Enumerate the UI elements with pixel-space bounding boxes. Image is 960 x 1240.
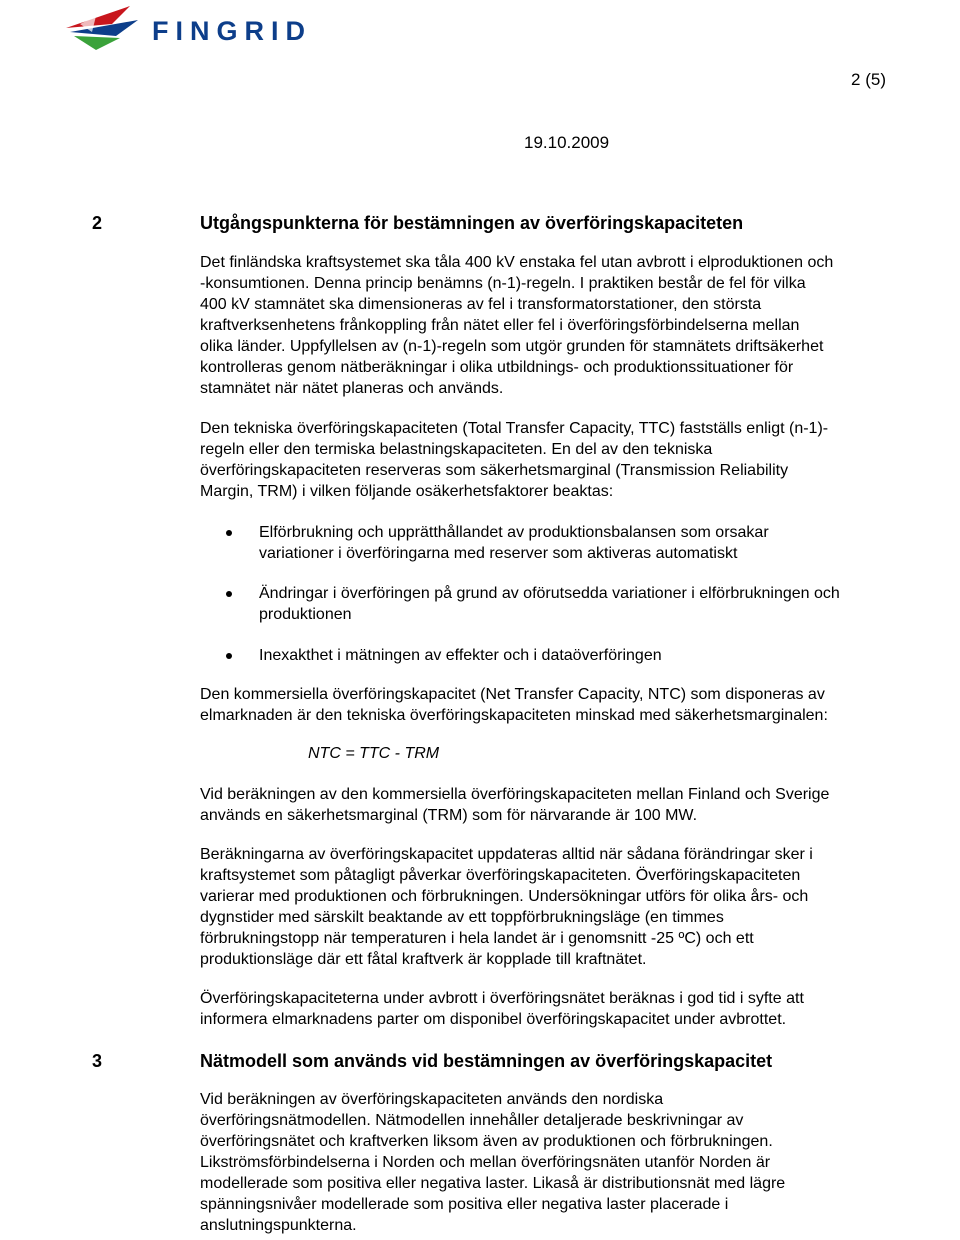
text-line: Överföringskapaciteterna under avbrott i överföringsnätet beräknas i god tid i syfte att: [200, 990, 804, 1007]
text-line: Likströmsförbindelserna i Norden och mellan överföringsnäten utanför Norden är: [200, 1154, 771, 1171]
text-line: Ändringar i överföringen på grund av oförutsedda variationer i elförbrukningen och: [259, 585, 840, 602]
bullet-icon: [226, 591, 232, 597]
text-line: varierar med produktionen och förbrukningen. Undersökningar utförs för olika års- och: [200, 888, 809, 905]
text-line: Den kommersiella överföringskapacitet (Net Transfer Capacity, NTC) som disponeras av: [200, 686, 825, 703]
text-line: används en säkerhetsmarginal (TRM) som för närvarande är 100 MW.: [200, 807, 698, 824]
paragraph: [200, 418, 930, 502]
section-title: Utgångspunkterna för bestämningen av överföringskapaciteten: [200, 213, 744, 233]
text-line: dygnstider med särskilt beaktande av ett toppförbrukningsläge (en timmes: [200, 909, 724, 926]
section-number: 2: [92, 213, 103, 233]
paragraph: [200, 988, 930, 1030]
text-line: kraftsystemet som påtagligt påverkar överföringskapaciteten. Överföringskapaciteten: [200, 867, 801, 884]
document-date: 19.10.2009: [524, 133, 610, 152]
list-item-text: [259, 583, 840, 625]
text-line: elmarknaden är den tekniska överföringskapaciteten minskad med säkerhetsmarginalen:: [200, 707, 828, 724]
text-line: produktionsläge där ett fåtal kraftverk är kopplade till kraftnätet.: [200, 951, 647, 968]
list-item-text: [259, 522, 769, 564]
paragraph: [200, 784, 930, 826]
text-line: regeln eller den termiska belastningskapaciteten. En del av den tekniska: [200, 441, 713, 458]
text-line: Margin, TRM) i vilken följande osäkerhetsfaktorer beaktas:: [200, 483, 614, 500]
text-line: spänningsnivåer modellerade som positiva eller negativa laster placerade i: [200, 1196, 729, 1213]
text-line: Beräkningarna av överföringskapacitet uppdateras alltid när sådana förändringar sker i: [200, 846, 813, 863]
text-line: Vid beräkningen av överföringskapaciteten används den nordiska: [200, 1091, 664, 1108]
bullet-icon: [226, 530, 232, 536]
fingrid-logo-mark-icon: [60, 2, 156, 52]
text-line: stamnätet när nätet planeras och används.: [200, 380, 504, 397]
text-line: överföringsnätmodellen. Nätmodellen innehåller detaljerade beskrivningar av: [200, 1112, 744, 1129]
list-item-text: [259, 645, 662, 666]
text-line: Elförbrukning och upprätthållandet av produktionsbalansen som orsakar: [259, 524, 769, 541]
paragraph: [200, 1089, 930, 1236]
bullet-icon: [226, 653, 232, 659]
text-line: informera elmarknadens parter om disponibel överföringskapacitet under avbrottet.: [200, 1011, 787, 1028]
text-line: Det finländska kraftsystemet ska tåla 400 kV enstaka fel utan avbrott i elproduktionen och: [200, 254, 834, 271]
text-line: produktionen: [259, 606, 352, 623]
text-line: Vid beräkningen av den kommersiella överföringskapaciteten mellan Finland och Sverige: [200, 786, 830, 803]
text-line: kraftverksenhetens frånkoppling från nätet eller fel i överföringsförbindelserna mellan: [200, 317, 800, 334]
text-line: -konsumtionen. Denna princip benämns (n-1)-regeln. I praktiken består de fel för vilka: [200, 275, 806, 292]
paragraph: [200, 252, 930, 399]
text-line: förbrukningstopp när temperaturen i hela landet är i genomsnitt -25 ºC) och ett: [200, 930, 754, 947]
text-line: Den tekniska överföringskapaciteten (Total Transfer Capacity, TTC) fastställs enligt (n-1)-: [200, 420, 829, 437]
text-line: överföringsnätet och kraftverken liksom även av produktionen och förbrukningen.: [200, 1133, 773, 1150]
text-line: kontrolleras genom nätberäkningar i olika utbildnings- och produktionssituationer för: [200, 359, 794, 376]
fingrid-logo: [60, 2, 312, 52]
text-line: modellerade som positiva eller negativa laster. Likaså är distributionsnät med lägre: [200, 1175, 786, 1192]
page-number: 2 (5): [851, 70, 886, 89]
paragraph: [200, 684, 930, 726]
text-line: 400 kV stamnätet ska dimensioneras av fel i transformatorstationer, den största: [200, 296, 762, 313]
text-line: olika länder. Uppfyllelsen av (n-1)-regeln som utgör grunden för stamnätets driftsäkerhet: [200, 338, 824, 355]
text-line: anslutningspunkterna.: [200, 1217, 357, 1234]
fingrid-logo-text: FINGRID: [152, 16, 312, 46]
formula: NTC = TTC - TRM: [308, 745, 440, 762]
text-line: variationer i överföringarna med reserver som aktiveras automatiskt: [259, 545, 738, 562]
section-title: Nätmodell som används vid bestämningen av överföringskapacitet: [200, 1051, 773, 1071]
text-line: överföringskapaciteten reserveras som säkerhetsmarginal (Transmission Reliability: [200, 462, 789, 479]
text-line: Inexakthet i mätningen av effekter och i dataöverföringen: [259, 647, 662, 664]
paragraph: [200, 844, 930, 970]
section-number: 3: [92, 1051, 103, 1071]
